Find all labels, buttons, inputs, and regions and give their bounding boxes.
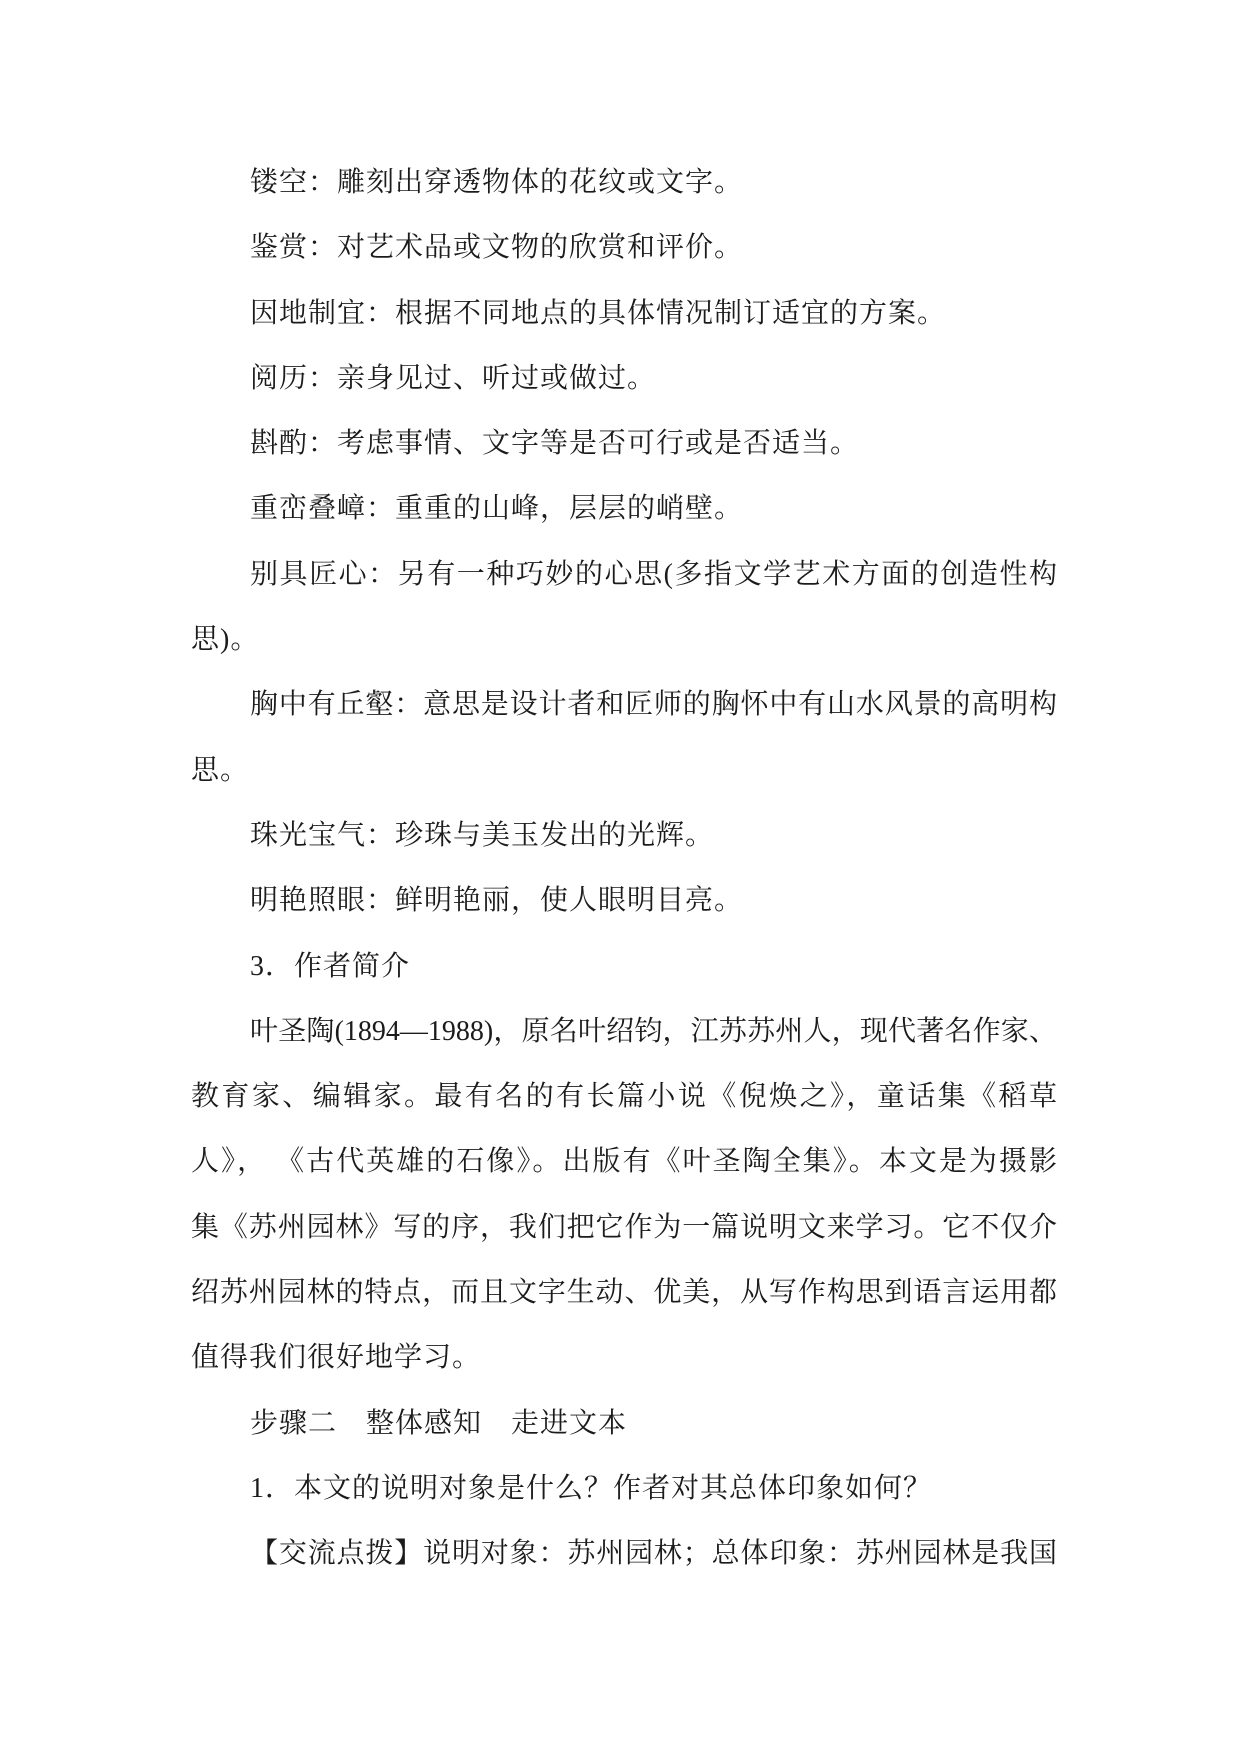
text-line: 绍苏州园林的特点，而且文字生动、优美，从写作构思到语言运用都 xyxy=(191,1277,1057,1309)
vocab-entry-yueli xyxy=(191,346,1057,411)
vocab-entry-yindizhiyi xyxy=(191,281,1057,346)
vocab-entry-biejujiangxin xyxy=(191,542,1057,673)
text-line: 集《苏州园林》写的序，我们把它作为一篇说明文来学习。它不仅介 xyxy=(191,1211,1057,1243)
text-line: 值得我们很好地学习。 xyxy=(191,1342,482,1374)
step-heading xyxy=(191,1391,1057,1456)
text-line: 重峦叠嶂：重重的山峰，层层的峭壁。 xyxy=(250,493,744,525)
text-line: 镂空：雕刻出穿透物体的花纹或文字。 xyxy=(250,167,744,198)
text-line: 阅历：亲身见过、听过或做过。 xyxy=(250,362,657,394)
answer-hint xyxy=(191,1521,1057,1586)
text-line: 胸中有丘壑：意思是设计者和匠师的胸怀中有山水风景的高明构 xyxy=(250,689,1057,721)
text-line: 明艳照眼：鲜明艳丽，使人眼明目亮。 xyxy=(250,885,744,917)
vocab-entry-jianshang xyxy=(191,215,1057,280)
question-1 xyxy=(191,1456,1057,1521)
text-line: 鉴赏：对艺术品或文物的欣赏和评价。 xyxy=(250,232,744,264)
vocab-entry-chongluandiezhang xyxy=(191,476,1057,541)
text-line: 因地制宜：根据不同地点的具体情况制订适宜的方案。 xyxy=(250,297,947,329)
vocab-entry-mingyanzhaoyan xyxy=(191,868,1057,933)
text-line: 叶圣陶(1894—1988)，原名叶绍钧，江苏苏州人，现代著名作家、 xyxy=(250,1015,1057,1047)
body-text xyxy=(191,150,1057,1587)
vocab-entry-loukong xyxy=(191,150,1057,215)
vocab-entry-zhuguangbaoqi xyxy=(191,803,1057,868)
text-line: 步骤二 整体感知 走进文本 xyxy=(250,1407,628,1439)
text-line: 3．作者简介 xyxy=(250,950,411,982)
vocab-entry-xiongzhongyouqiuhe xyxy=(191,672,1057,803)
section-heading-author xyxy=(191,934,1057,999)
text-line: 别具匠心：另有一种巧妙的心思(多指文学艺术方面的创造性构 xyxy=(250,558,1057,590)
text-line: 思。 xyxy=(191,754,250,786)
text-line: 思)。 xyxy=(191,624,260,656)
text-line: 教育家、编辑家。最有名的有长篇小说《倪焕之》，童话集《稻草 xyxy=(191,1081,1057,1113)
text-line: 人》， 《古代英雄的石像》。出版有《叶圣陶全集》。本文是为摄影 xyxy=(191,1146,1057,1178)
author-intro-paragraph xyxy=(191,999,1057,1391)
vocab-entry-zhenzhuo xyxy=(191,411,1057,476)
text-line: 珠光宝气：珍珠与美玉发出的光辉。 xyxy=(250,819,715,851)
text-line: 1．本文的说明对象是什么？作者对其总体印象如何？ xyxy=(250,1472,933,1504)
text-line: 斟酌：考虑事情、文字等是否可行或是否适当。 xyxy=(250,428,860,460)
text-line: 【交流点拨】说明对象：苏州园林；总体印象：苏州园林是我国 xyxy=(250,1538,1057,1570)
